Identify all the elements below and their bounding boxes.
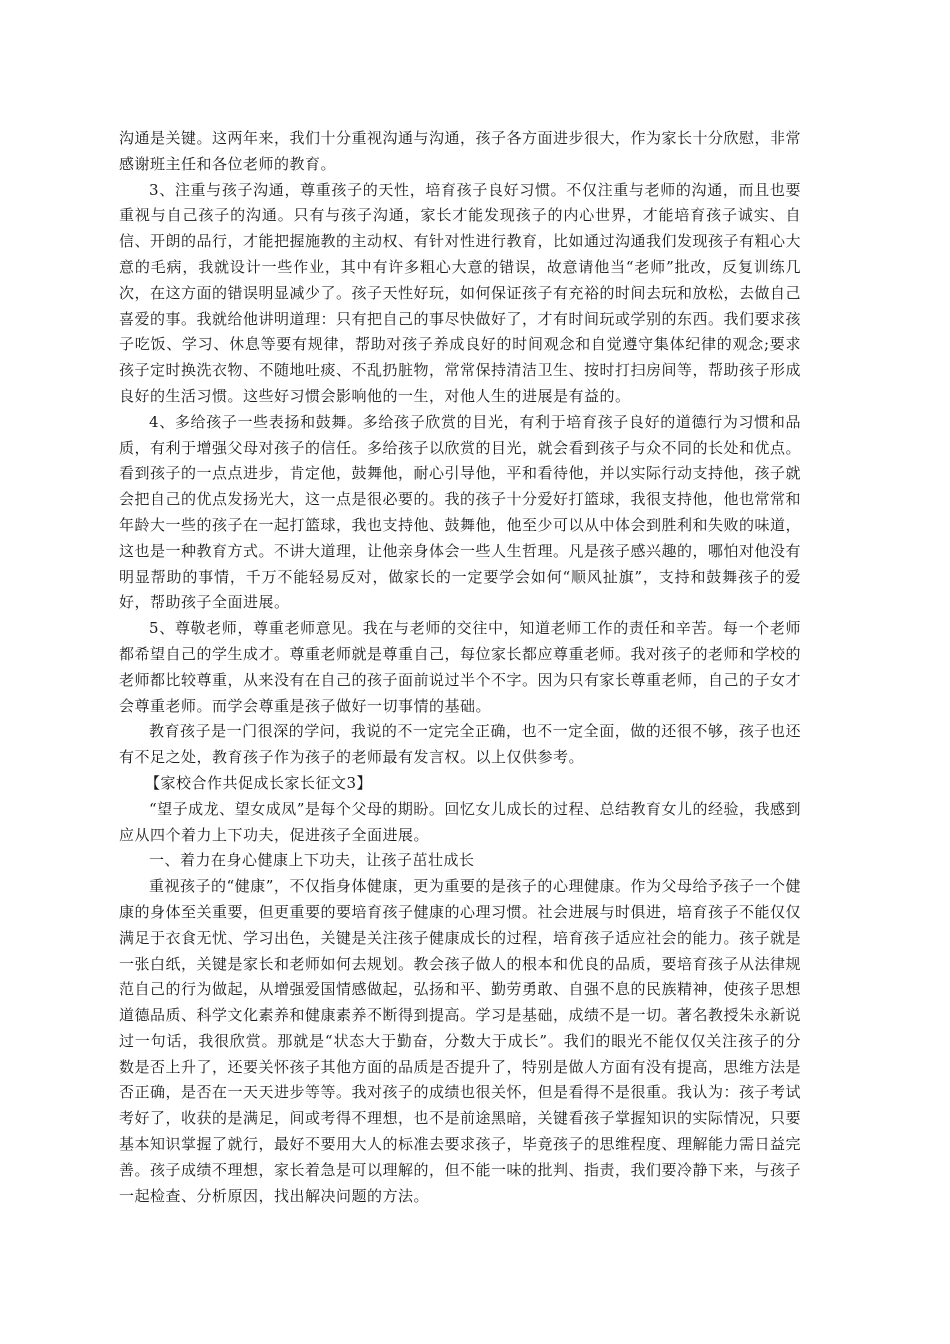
paragraph-point-5: 5、尊敬老师，尊重老师意见。我在与老师的交往中，知道老师工作的责任和辛苦。每一个老师都希望自己的学生成才。尊重老师就是尊重自己，每位家长都应尊重老师。我对孩子的老师和学校的老师都比较尊重，从来没有在自己的孩子面前说过半个不字。因为只有家长尊重老师，自己的子女才会尊重老师。而学会尊重是孩子做好一切事情的基础。 <box>119 619 802 715</box>
essay-title: 【家校合作共促成长家长征文3】 <box>145 773 373 792</box>
paragraph-health: 重视孩子的“健康”，不仅指身体健康，更为重要的是孩子的心理健康。作为父母给予孩子一个健康的身体至关重要，但更重要的要培育孩子健康的心理习惯。社会进展与时俱进，培育孩子不能仅仅满足于衣食无忧、学习出色，关键是关注孩子健康成长的过程，培育孩子适应社会的能力。孩子就是一张白纸，关键是家长和老师如何去规划。教会孩子做人的根本和优良的品质，要培育孩子从法律规范自己的行为做起，从增强爱国情感做起，弘扬和平、勤劳勇敢、自强不息的民族精神，使孩子思想道德品质、科学文化素养和健康素养不断得到提高。学习是基础，成绩不是一切。著名教授朱永新说过一句话，我很欣赏。那就是“状态大于勤奋，分数大于成长”。我们的眼光不能仅仅关注孩子的分数是否上升了，还要关怀孩子其他方面的品质是否提升了，特别是做人方面有没有提高，思维方法是否正确，是否在一天天进步等等。我对孩子的成绩也很关怀，但是看得不是很重。我认为：孩子考试考好了，收获的是满足，间或考得不理想，也不是前途黑暗，关键看孩子掌握知识的实际情况，只要基本知识掌握了就行，最好不要用大人的标准去要求孩子，毕竟孩子的思维程度、理解能力需日益完善。孩子成绩不理想，家长着急是可以理解的，但不能一味的批判、指责，我们要冷静下来，与孩子一起检查、分析原因，找出解决问题的方法。 <box>119 877 802 1205</box>
paragraph-conclusion: 教育孩子是一门很深的学问，我说的不一定完全正确，也不一定全面，做的还很不够，孩子也还有不足之处，教育孩子作为孩子的老师最有发言权。以上仅供参考。 <box>119 722 801 767</box>
paragraph-point-4: 4、多给孩子一些表扬和鼓舞。多给孩子欣赏的目光，有利于培育孩子良好的道德行为习惯和品质，有利于增强父母对孩子的信任。多给孩子以欣赏的目光，就会看到孩子与众不同的长处和优点。看到孩子的一点点进步，肯定他，鼓舞他，耐心引导他，平和看待他，并以实际行动支持他，孩子就会把自己的优点发扬光大，这一点是很必要的。我的孩子十分爱好打篮球，我很支持他，他也常常和年龄大一些的孩子在一起打篮球，我也支持他、鼓舞他，他至少可以从中体会到胜利和失败的味道，这也是一种教育方式。不讲大道理，让他亲身体会一些人生哲理。凡是孩子感兴趣的，哪怕对他没有明显帮助的事情，千万不能轻易反对，做家长的一定要学会如何“顺风扯旗”，支持和鼓舞孩子的爱好，帮助孩子全面进展。 <box>119 412 802 612</box>
section-heading: 一、着力在身心健康上下功夫，让孩子茁壮成长 <box>149 851 475 870</box>
paragraph-continued: 沟通是关键。这两年来，我们十分重视沟通与沟通，孩子各方面进步很大，作为家长十分欣慰，非常感谢班主任和各位老师的教育。 <box>119 129 802 173</box>
paragraph-point-3: 3、注重与孩子沟通，尊重孩子的天性，培育孩子良好习惯。不仅注重与老师的沟通，而且也要重视与自己孩子的沟通。只有与孩子沟通，家长才能发现孩子的内心世界，才能培育孩子诚实、自信、开朗的品行，才能把握施教的主动权、有针对性进行教育，比如通过沟通我们发现孩子有粗心大意的毛病，我就设计一些作业，其中有许多粗心大意的错误，故意请他当“老师”批改，反复训练几次，在这方面的错误明显减少了。孩子天性好玩，如何保证孩子有充裕的时间去玩和放松，去做自己喜爱的事。我就给他讲明道理：只有把自己的事尽快做好了，才有时间玩或学别的东西。我们要求孩子吃饭、学习、休息等要有规律，帮助对孩子养成良好的时间观念和自觉遵守集体纪律的观念;要求孩子定时换洗衣物、不随地吐痰、不乱扔脏物，常常保持清洁卫生、按时打扫房间等，帮助孩子形成良好的生活习惯。这些好习惯会影响他的一生，对他人生的进展是有益的。 <box>119 180 802 405</box>
document-page <box>119 126 801 1209</box>
paragraph-intro: “望子成龙、望女成凤”是每个父母的期盼。回忆女儿成长的过程、总结教育女儿的经验，我感到应从四个着力上下功夫，促进孩子全面进展。 <box>119 799 801 844</box>
